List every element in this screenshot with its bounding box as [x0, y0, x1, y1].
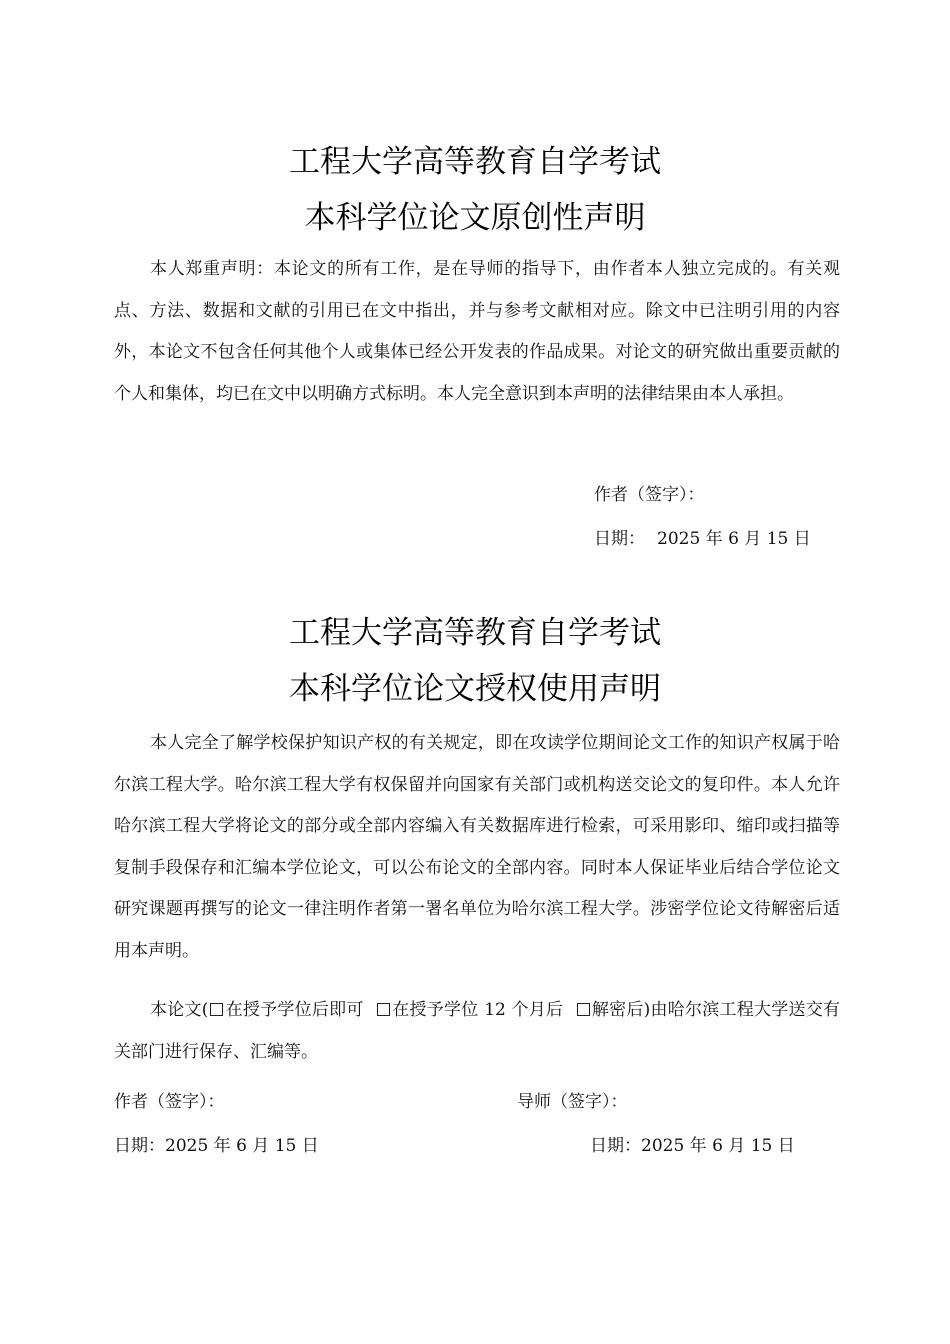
originality-author-signature: 作者（签字）：	[594, 485, 705, 505]
authorization-advisor-date: 日期：2025 年 6 月 15 日	[590, 1136, 795, 1156]
checkbox-after-declassification[interactable]	[577, 1003, 590, 1016]
authorization-options	[114, 990, 840, 1073]
authorization-title-line1: 工程大学高等教育自学考试	[289, 615, 661, 651]
authorization-title-line2: 本科学位论文授权使用声明	[289, 671, 661, 707]
checkbox-after-degree[interactable]	[210, 1003, 223, 1016]
authorization-author-signature: 作者（签字）：	[114, 1092, 225, 1112]
options-prefix: 本论文(	[150, 1000, 209, 1020]
checkbox-12-months[interactable]	[377, 1003, 390, 1016]
originality-title-line2: 本科学位论文原创性声明	[304, 200, 646, 236]
originality-body: 本人郑重声明：本论文的所有工作，是在导师的指导下，由作者本人独立完成的。有关观点、方法、数据和文献的引用已在文中指出，并与参考文献相对应。除文中已注明引用的内容外，本论文不包含任何其他个人或集体已经公开发表的作品成果。对论文的研究做出重要贡献的个人和集体，均已在文中以明确方式标明。本人完全意识到本声明的法律结果由本人承担。	[114, 259, 840, 404]
options-suffix: 由哈尔滨工程大学送交有关部门进行保存、汇编等。	[114, 1000, 841, 1062]
authorization-author-date: 日期：2025 年 6 月 15 日	[114, 1136, 319, 1156]
authorization-body: 本人完全了解学校保护知识产权的有关规定，即在攻读学位期间论文工作的知识产权属于哈尔滨工程大学。哈尔滨工程大学有权保留并向国家有关部门或机构送交论文的复印件。本人允许哈尔滨工程大学将论文的部分或全部内容编入有关数据库进行检索，可采用影印、缩印或扫描等复制手段保存和汇编本学位论文，可以公布论文的全部内容。同时本人保证毕业后结合学位论文研究课题再撰写的论文一律注明作者第一署名单位为哈尔滨工程大学。涉密学位论文待解密后适用本声明。	[114, 733, 840, 961]
originality-date-value: 2025 年 6 月 15 日	[657, 529, 811, 549]
option-declassification-label: 解密后)	[591, 1000, 651, 1020]
option-after-degree-label: 在授予学位后即可	[225, 1000, 364, 1020]
originality-date-label: 日期：	[594, 529, 645, 549]
originality-title-line1: 工程大学高等教育自学考试	[289, 144, 661, 180]
option-12-months-label: 在授予学位 12 个月后	[392, 1000, 564, 1020]
originality-date	[594, 527, 811, 551]
authorization-advisor-signature: 导师（签字）：	[517, 1092, 628, 1112]
